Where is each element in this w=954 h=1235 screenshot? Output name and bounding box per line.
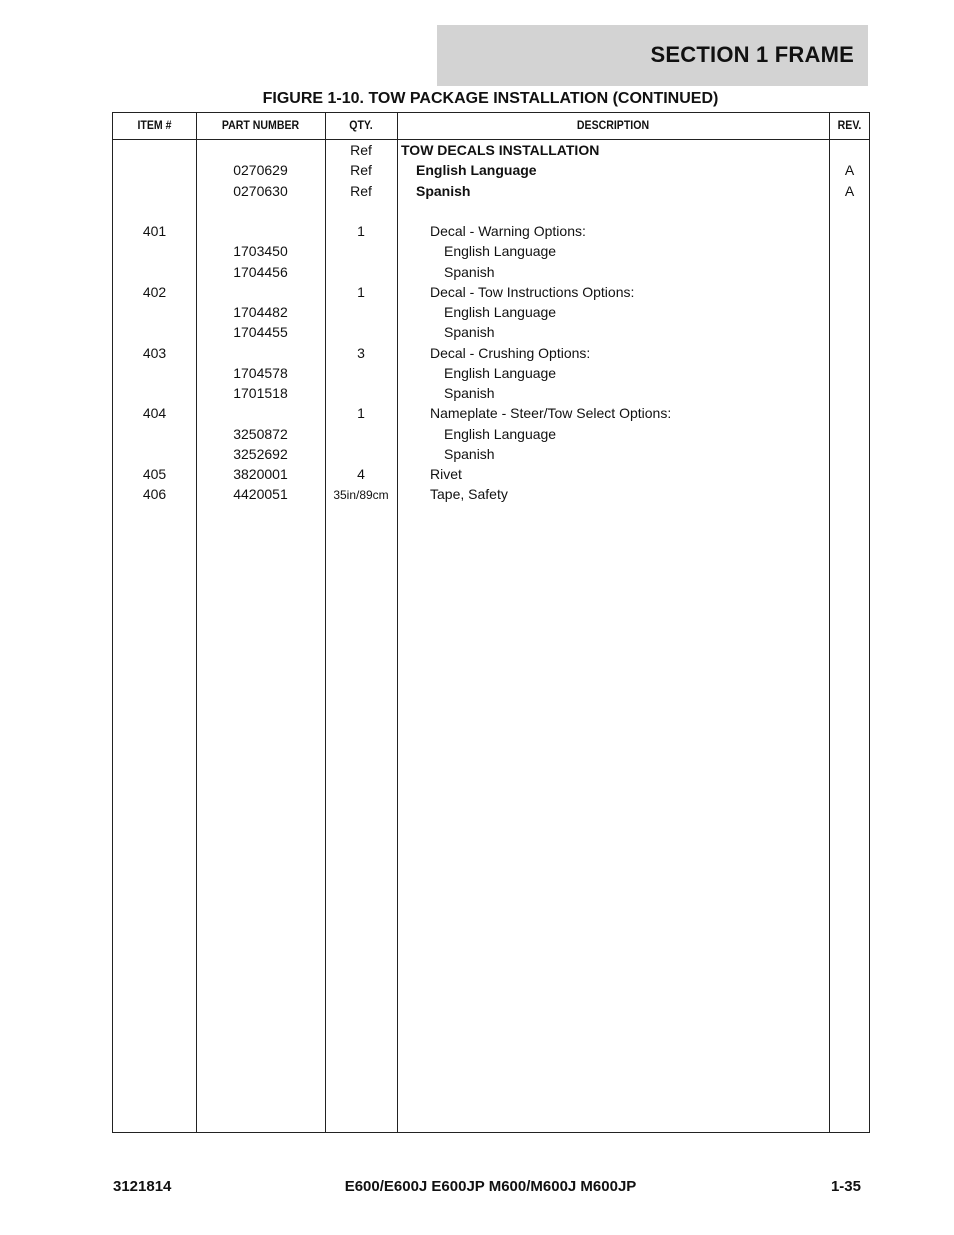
parts-table [112,112,870,1133]
table-row [113,464,869,484]
description-cell: Decal - Tow Instructions Options: [430,283,635,300]
description-cell: English Language [444,243,557,260]
item-cell: 405 [142,466,167,482]
table-row [113,363,869,383]
table-row [113,201,869,221]
part-number-cell: 0270629 [233,162,288,179]
part-number-cell: 3252692 [233,445,288,462]
page-number: 1-35 [830,1178,861,1195]
table-row [113,140,869,160]
description-cell: Spanish [444,263,495,280]
item-cell: 401 [142,223,167,239]
table-row [113,221,869,241]
description-cell: Spanish [444,445,495,462]
qty-cell: Ref [350,142,372,158]
header-description: DESCRIPTION [576,118,650,132]
table-row [113,383,869,403]
rev-cell: A [844,182,855,199]
document-number: 3121814 [113,1178,172,1195]
qty-cell: 4 [357,466,365,482]
table-row [113,403,869,423]
description-cell: TOW DECALS INSTALLATION [401,142,600,158]
table-row [113,181,869,201]
qty-cell: Ref [350,182,372,199]
part-number-cell: 0270630 [233,182,288,199]
section-header-box [437,25,868,86]
description-cell: Spanish [416,182,471,199]
qty-cell: 1 [357,405,365,422]
table-row [113,484,869,504]
description-cell: Rivet [430,466,462,482]
qty-cell: 35in/89cm [333,488,389,503]
part-number-cell: 1701518 [233,385,288,401]
description-cell: Decal - Crushing Options: [430,344,591,361]
description-cell: English Language [444,364,557,381]
table-row [113,262,869,282]
header-rev: REV. [837,118,862,132]
part-number-cell: 3250872 [233,425,288,442]
part-number-cell: 1704482 [233,304,288,320]
table-row [113,302,869,322]
table-body [113,140,869,505]
model-list: E600/E600J E600JP M600/M600J M600JP [344,1178,637,1195]
description-cell: Spanish [444,324,495,341]
header-part-number: PART NUMBER [221,118,300,132]
item-cell: 402 [142,283,167,300]
part-number-cell: 1703450 [233,243,288,260]
description-cell: Spanish [444,385,495,401]
part-number-cell: 1704578 [233,364,288,381]
part-number-cell: 1704456 [233,263,288,280]
qty-cell: 1 [357,223,365,239]
qty-cell: Ref [350,162,372,179]
header-qty: QTY. [349,118,373,132]
part-number-cell: 3820001 [233,466,288,482]
table-row [113,424,869,444]
part-number-cell: 4420051 [233,486,288,503]
description-cell: English Language [416,162,537,179]
part-number-cell: 1704455 [233,324,288,341]
table-row [113,343,869,363]
description-cell: Nameplate - Steer/Tow Select Options: [430,405,672,422]
section-title: SECTION 1 FRAME [650,42,854,67]
figure-title: FIGURE 1-10. TOW PACKAGE INSTALLATION (CONTINUED) [262,90,719,107]
qty-cell: 1 [357,283,365,300]
description-cell: English Language [444,304,557,320]
table-row [113,282,869,302]
table-row [113,322,869,342]
table-row [113,444,869,464]
table-row [113,160,869,180]
header-item: ITEM # [137,118,172,132]
table-row [113,241,869,261]
description-cell: Decal - Warning Options: [430,223,586,239]
qty-cell: 3 [357,344,365,361]
rev-cell: A [844,162,855,179]
item-cell: 404 [142,405,167,422]
item-cell: 403 [142,344,167,361]
item-cell: 406 [142,486,167,503]
description-cell: Tape, Safety [430,486,508,503]
description-cell: English Language [444,425,557,442]
